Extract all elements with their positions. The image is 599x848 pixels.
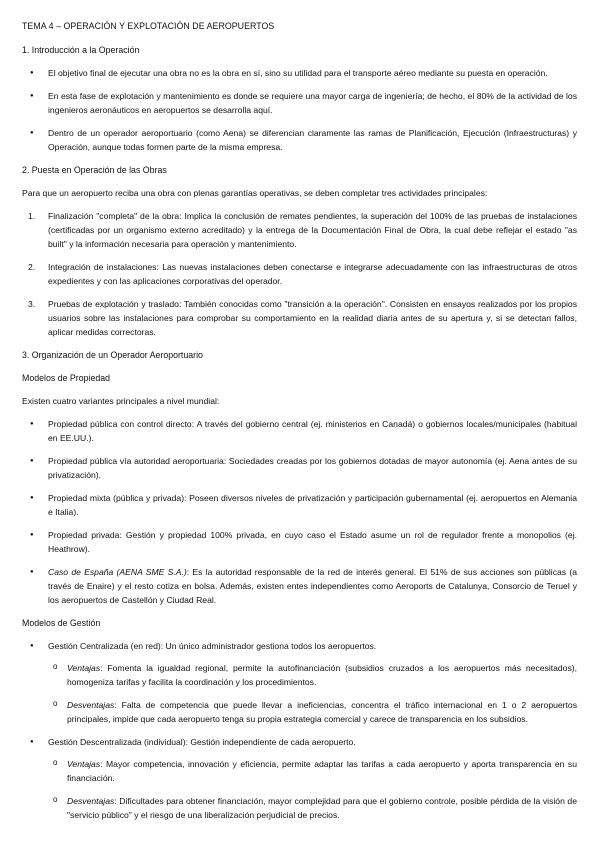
list-item bbox=[22, 565, 577, 607]
list-item bbox=[22, 735, 577, 822]
list-item-label: Ventajas bbox=[67, 759, 101, 769]
section-heading-introduccion: 1. Introducción a la Operación bbox=[22, 45, 140, 55]
section-heading-organizacion: 3. Organización de un Operador Aeroportuario bbox=[22, 350, 203, 360]
section-intro-paragraph: Existen cuatro variantes principales a nivel mundial: bbox=[22, 396, 220, 406]
list-item-text: Finalización "completa" de la obra: Implica la conclusión de remates pendientes, la superación del 100% de las pruebas de instalaciones (certificadas por un organismo externo acreditado) y la entrega de la Documentación Final de Obra, la cual debe reflejar el estado "as built" y la información necesaria para operación y mantenimiento. bbox=[48, 211, 577, 249]
list-item bbox=[22, 209, 577, 251]
list-item-text: Pruebas de explotación y traslado: También conocidas como "transición a la operación". Consisten en ensayos realizados por los propios usuarios sobre las instalaciones para comprobar su comportamiento en la realidad diaria antes de su apertura y, si se detectan fallos, aplicar medidas correctoras. bbox=[48, 299, 577, 337]
list-item: ● Propiedad privada: Gestión y propiedad 100% privada, en cuyo caso el Estado asume un rol de regulador frente a monopolios (ej. Heathrow). bbox=[22, 528, 577, 556]
subheading-modelos-gestion: Modelos de Gestión bbox=[22, 618, 101, 628]
list-item-text: Gestión Centralizada (en red): Un único administrador gestiona todos los aeropuertos. bbox=[48, 641, 377, 651]
document-title: TEMA 4 – OPERACIÓN Y EXPLOTACIÓN DE AEROPUERTOS bbox=[22, 21, 275, 31]
list-item: ● Propiedad pública con control directo: A través del gobierno central (ej. ministerios en Canadá) o gobiernos locales/municipales (habitual en EE.UU.). bbox=[22, 417, 577, 445]
list-item-text: : Falta de competencia que puede llevar a ineficiencias, concentra el tráfico internacional en 1 o 2 aeropuertos principales, impide que cada aeropuerto tenga su propia estrategia comercial y carece de transparencia en los subsidios. bbox=[67, 700, 577, 724]
list-item: ● El objetivo final de ejecutar una obra no es la obra en sí, sino su utilidad para el transporte aéreo mediante su puesta en operación. bbox=[22, 66, 577, 80]
list-item-text: : Fomenta la igualdad regional, permite la autofinanciación (subsidios cruzados a los aeropuertos más necesitados), homogeniza tarifas y facilita la coordinación y los procedimientos. bbox=[67, 663, 577, 687]
list-item: ● Dentro de un operador aeroportuario (como Aena) se diferencian claramente las ramas de Planificación, Ejecución (Infraestructuras) y Operación, aunque todas formen parte de la misma empresa. bbox=[22, 126, 577, 154]
list-item-label: Ventajas bbox=[67, 663, 101, 673]
bullet-list-propiedad bbox=[22, 417, 577, 607]
section-heading-puesta-en-operacion: 2. Puesta en Operación de las Obras bbox=[22, 165, 167, 175]
sub-list-item bbox=[48, 661, 577, 689]
sub-list-item bbox=[48, 698, 577, 726]
sub-list-item bbox=[48, 794, 577, 822]
list-item-text: Gestión Descentralizada (individual): Gestión independiente de cada aeropuerto. bbox=[48, 737, 356, 747]
list-item-label: Desventajas bbox=[67, 700, 115, 710]
list-item bbox=[22, 260, 577, 288]
list-item bbox=[22, 297, 577, 339]
sub-list-centralizada bbox=[48, 661, 577, 726]
subheading-modelos-propiedad: Modelos de Propiedad bbox=[22, 373, 111, 383]
sub-list-descentralizada bbox=[48, 757, 577, 822]
list-item-text: Integración de instalaciones: Las nuevas instalaciones deben conectarse e integrarse adecuadamente con las infraestructuras de otros expedientes y con las aplicaciones corporativas del operador. bbox=[48, 262, 577, 286]
sub-list-item bbox=[48, 757, 577, 785]
numbered-list-actividades bbox=[22, 209, 577, 339]
list-item-label: Desventajas bbox=[67, 796, 115, 806]
bullet-list-introduccion bbox=[22, 66, 577, 154]
list-number: 3. bbox=[28, 299, 36, 309]
list-item-text: : Mayor competencia, innovación y eficiencia, permite adaptar las tarifas a cada aeropuerto y aporta transparencia en su financiación. bbox=[67, 759, 577, 783]
list-item-text: : Dificultades para obtener financiación, mayor complejidad para que el gobierno controle, posible pérdida de la visión de "servicio público" y el riesgo de una liberalización perjudicial de precios. bbox=[67, 796, 577, 820]
list-number: 2. bbox=[28, 262, 36, 272]
list-item-label: Caso de España (AENA SME S.A.) bbox=[48, 567, 187, 577]
list-item bbox=[22, 639, 577, 726]
list-number: 1. bbox=[28, 211, 36, 221]
list-item: ● En esta fase de explotación y mantenimiento es donde se requiere una mayor carga de ingeniería; de hecho, el 80% de la actividad de los ingenieros aeronáuticos en aeropuertos se desarrolla aquí. bbox=[22, 89, 577, 117]
list-item: ● Propiedad pública vía autoridad aeroportuaria: Sociedades creadas por los gobiernos dotadas de mayor autonomía (ej. Aena antes de su privatización). bbox=[22, 454, 577, 482]
section-intro-paragraph: Para que un aeropuerto reciba una obra con plenas garantías operativas, se deben completar tres actividades principales: bbox=[22, 188, 488, 198]
list-item: ● Propiedad mixta (pública y privada): Poseen diversos niveles de privatización y participación gubernamental (ej. aeropuertos en Alemania e Italia). bbox=[22, 491, 577, 519]
bullet-list-gestion bbox=[22, 639, 577, 822]
list-item-text: : Es la autoridad responsable de la red de interés general. El 51% de sus acciones son públicas (a través de Enaire) y el resto cotiza en bolsa. Además, existen entes independientes como Aeroports de Catalunya, Consorcio de Teruel y los aeropuertos de Castellón y Ciudad Real. bbox=[48, 567, 577, 605]
